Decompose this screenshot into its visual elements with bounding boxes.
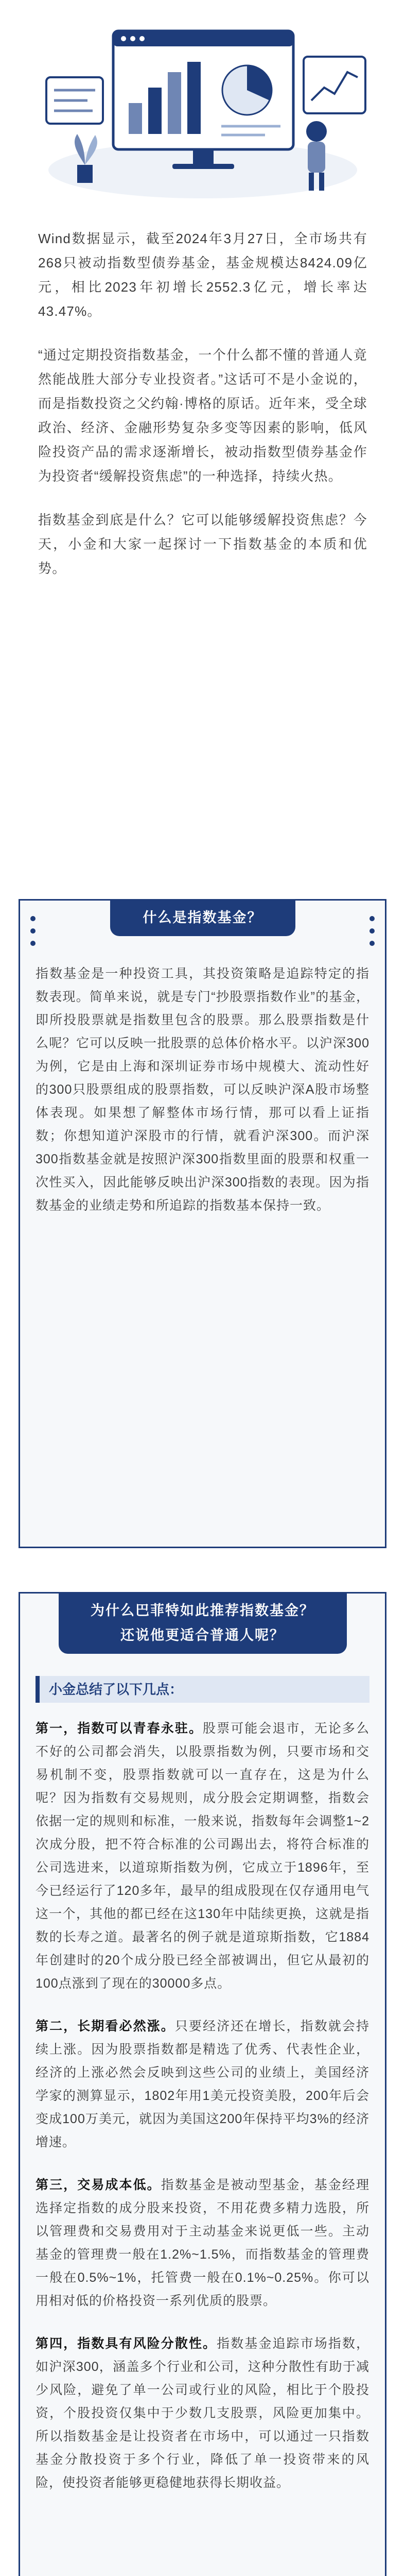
section-paragraph: 指数基金是一种投资工具，其投资策略是追踪特定的指数表现。简单来说，就是专门“抄股票指数作业”的基金，即所投股票就是指数里包含的股票。那么股票指数是什么呢？它可以反映一批股票的总体价格水平。以沪深300为例，它是由上海和深圳证券市场中规模大、流动性好的300只股票组成的股票指数，可以反映沪深A股市场整体表现。如果想了解整体市场行情，那可以看上证指数；你想知道沪深股市的行情，就看沪深300。而沪深300指数基金就是按照沪深300指数里面的股票和权重一次性买入，因此能够反映出沪深300指数的表现。因为指数基金的业绩走势和所追踪的指数基本保持一致。	[36, 967, 369, 1213]
hero-illustration	[0, 0, 405, 222]
point-paragraph-2	[36, 2015, 369, 2154]
section-title-line-2: 还说他更适合普通人呢？	[120, 1628, 285, 1643]
point-paragraph-1	[36, 1717, 369, 1995]
intro-paragraph-1: Wind数据显示，截至2024年3月27日，全市场共有268只被动指数型债券基金，基金规模达8424.09亿元，相比2023年初增长2552.3亿元，增长率达43.47%。	[38, 231, 367, 319]
dashboard-illustration-icon	[0, 0, 405, 222]
section-title-line-1: 为什么巴菲特如此推荐指数基金？	[91, 1603, 314, 1618]
summary-highlight: 小金总结了以下几点：	[36, 1676, 369, 1703]
point-text-2: 只要经济还在增长，指数就会持续上涨。因为股票指数都是精选了优秀、代表性企业，经济的上涨必然会反映到这些公司的业绩上，美国经济学家的测算显示，1802年用1美元投资美股，200年后会变成100万美元，就因为美国这200年保持平均3%的经济增速。	[36, 2019, 369, 2149]
point-paragraph-3	[36, 2174, 369, 2313]
section-why-buffett-recommends	[19, 1592, 386, 2576]
point-title-1: 第一，指数可以青春永驻。	[36, 1721, 203, 1736]
point-text-4: 指数基金追踪市场指数，如沪深300，涵盖多个行业和公司，这种分散性有助于减少风险，避免了单一公司或行业的风险，相比于个股投资，个股投资仅集中于少数几支股票，风险更加集中。所以指数基金是让投资者在市场中，可以通过一只指数基金分散投资于多个行业，降低了单一投资带来的风险，使投资者能够更稳健地获得长期收益。	[36, 2336, 369, 2490]
point-title-2: 第二，长期看必然涨。	[36, 2019, 175, 2033]
point-text-3: 指数基金是被动型基金，基金经理选择定指数的成分股来投资，不用花费多精力选股，所以管理费和交易费用对于主动基金来说更低一些。主动基金的管理费一般在1.2%~1.5%，而指数基金的管理费一般在0.5%~1%，托管费一般在0.1%~0.25%。你可以用相对低的价格投资一系列优质的股票。	[36, 2178, 369, 2308]
point-title-3: 第三，交易成本低。	[36, 2178, 161, 2192]
dots-decoration	[30, 916, 36, 953]
section-title	[59, 1592, 347, 1654]
intro-paragraph-2: “通过定期投资指数基金，一个什么都不懂的普通人竟然能战胜大部分专业投资者。”这话可不是小金说的，而是指数投资之父约翰·博格的原话。近年来，受全球政治、经济、金融形势复杂多变等因素的影响，低风险投资产品的需求逐渐增长，被动指数型债券基金作为投资者“缓解投资焦虑”的一种选择，持续火热。	[38, 347, 367, 484]
intro-section	[38, 227, 367, 600]
dots-decoration	[369, 916, 375, 953]
point-title-4: 第四，指数具有风险分散性。	[36, 2336, 217, 2351]
point-paragraph-4	[36, 2332, 369, 2495]
point-text-1: 股票可能会退市，无论多么不好的公司都会消失，以股票指数为例，只要市场和交易机制不变，股票指数就可以一直存在，这是为什么呢？因为指数有交易规则，成分股会定期调整，指数会依据一定的规则和标准，一般来说，指数每年会调整1~2次成分股，把不符合标准的公司踢出去，将符合标准的公司选进来，以道琼斯指数为例，它成立于1896年，至今已经运行了120多年，最早的组成股现在仅存通用电气这一个，其他的都已经在这130年中陆续更换，这就是指数的长寿之道。最著名的例子就是道琼斯指数，它1884年创建时的20个成分股已经全部被调出，但它从最初的100点涨到了现在的30000多点。	[36, 1721, 369, 1991]
section-title: 什么是指数基金？	[110, 899, 295, 936]
section-what-is-index-fund	[19, 899, 386, 1548]
intro-paragraph-3: 指数基金到底是什么？它可以能够缓解投资焦虑？今天，小金和大家一起探讨一下指数基金的本质和优势。	[38, 512, 367, 576]
